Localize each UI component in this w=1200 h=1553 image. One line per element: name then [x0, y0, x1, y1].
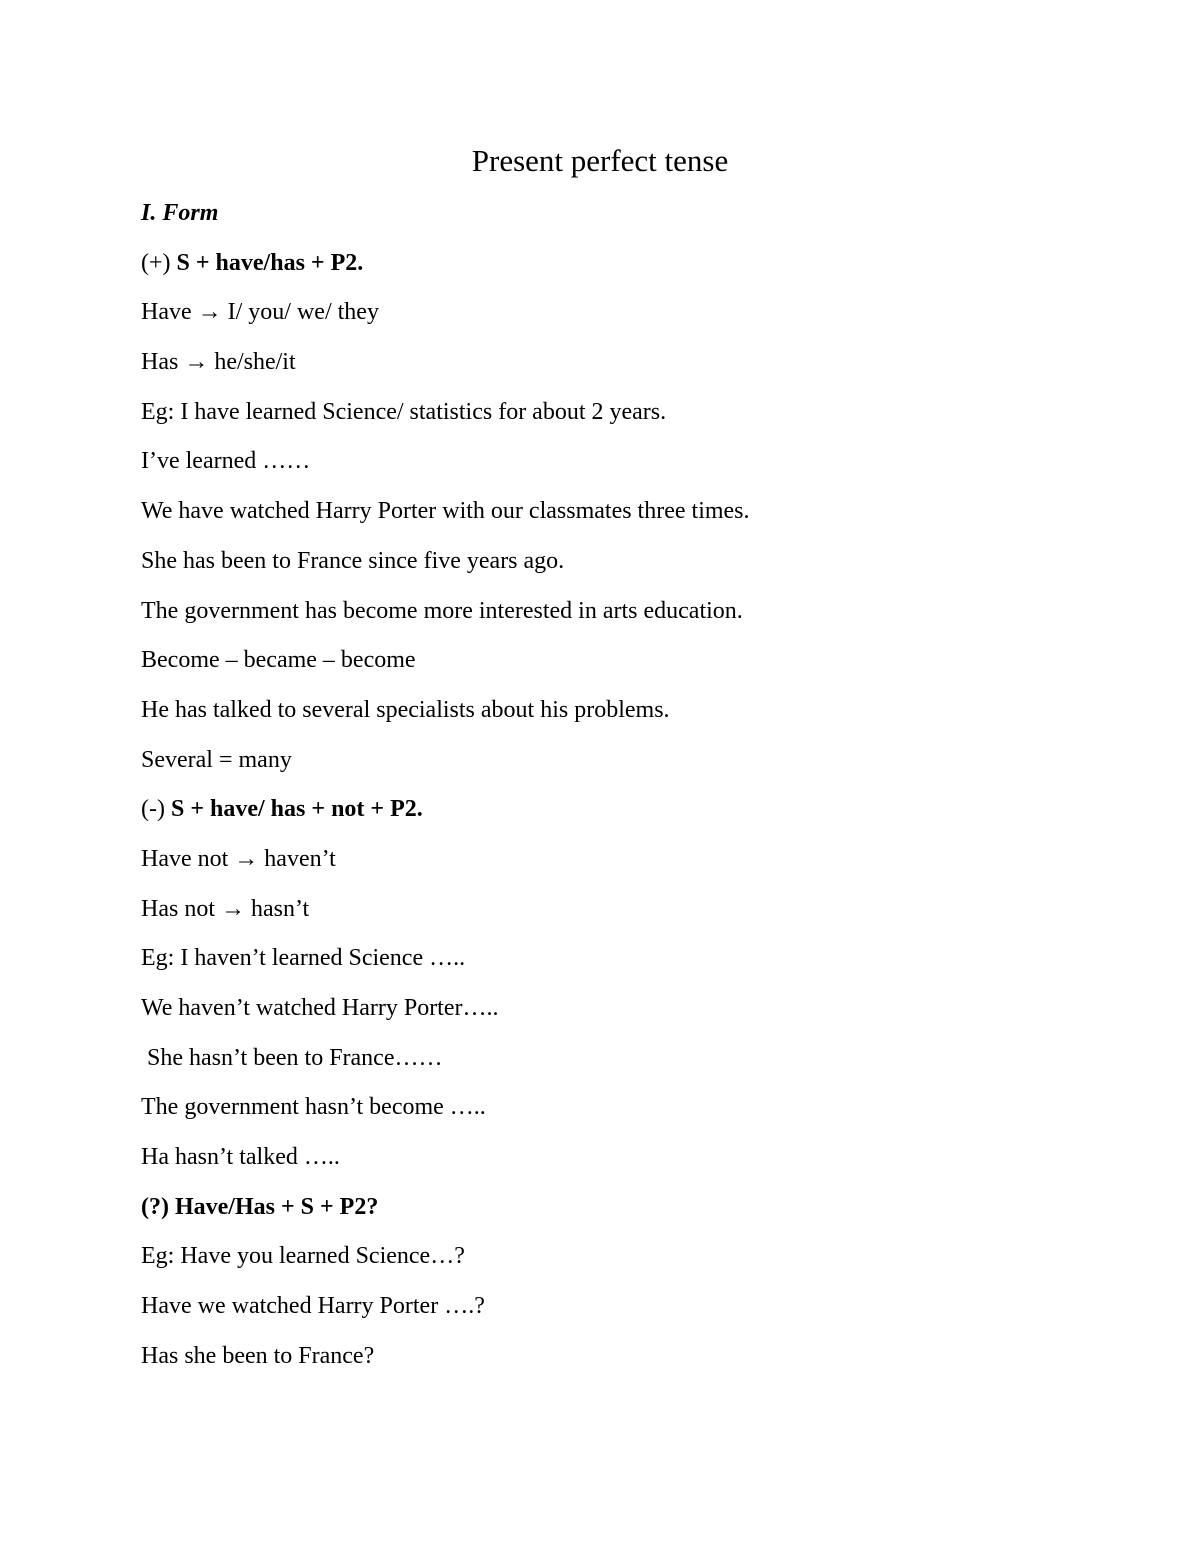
negative-s-plus: S +: [170, 796, 211, 823]
several-note-line: Several = many: [141, 746, 292, 773]
negative-not: not: [331, 796, 365, 823]
example-positive-6: He has talked to several specialists about his problems.: [141, 696, 670, 723]
positive-formula-line: [141, 247, 1141, 297]
have-not-line: Have not → haven’t: [141, 845, 336, 872]
negative-prefix: (-): [141, 796, 171, 823]
example-negative-3: She hasn’t been to France……: [141, 1044, 443, 1071]
question-formula-line: (?) Have/Has + S + P2?: [141, 1193, 379, 1220]
example-negative-2: We haven’t watched Harry Porter…..: [141, 995, 499, 1021]
negative-formula-line: [141, 793, 1141, 843]
become-forms-line: Become – became – become: [141, 647, 416, 674]
document-body: [141, 197, 1141, 1390]
has-not-line: Has not → hasn’t: [141, 895, 310, 922]
example-question-1: Eg: Have you learned Science…?: [141, 1243, 465, 1270]
negative-plus-1: +: [305, 796, 332, 823]
example-positive-2: I’ve learned ……: [141, 448, 311, 475]
positive-formula: S + have/has + P2.: [176, 249, 364, 276]
example-negative-5: Ha hasn’t talked …..: [141, 1144, 340, 1171]
example-negative-4: The government hasn’t become …..: [141, 1094, 486, 1121]
example-positive-3: We have watched Harry Porter with our classmates three times.: [141, 498, 750, 525]
example-question-2: Have we watched Harry Porter ….?: [141, 1293, 485, 1320]
has-subjects-line: Has → he/she/it: [141, 349, 296, 376]
example-positive-1: Eg: I have learned Science/ statistics for about 2 years.: [141, 398, 667, 425]
example-positive-5: The government has become more interested in arts education.: [141, 597, 743, 624]
negative-have-has: have/ has: [210, 796, 306, 823]
example-question-3: Has she been to France?: [141, 1342, 375, 1369]
example-negative-1: Eg: I haven’t learned Science …..: [141, 945, 466, 972]
have-subjects-line: Have → I/ you/ we/ they: [141, 299, 379, 326]
example-positive-4: She has been to France since five years ago.: [141, 547, 565, 574]
section-heading-form: I. Form: [141, 200, 219, 226]
negative-plus-2: +: [364, 796, 391, 823]
negative-p2: P2.: [390, 796, 423, 823]
page-title: Present perfect tense: [471, 143, 729, 178]
positive-prefix: (+): [141, 249, 177, 276]
